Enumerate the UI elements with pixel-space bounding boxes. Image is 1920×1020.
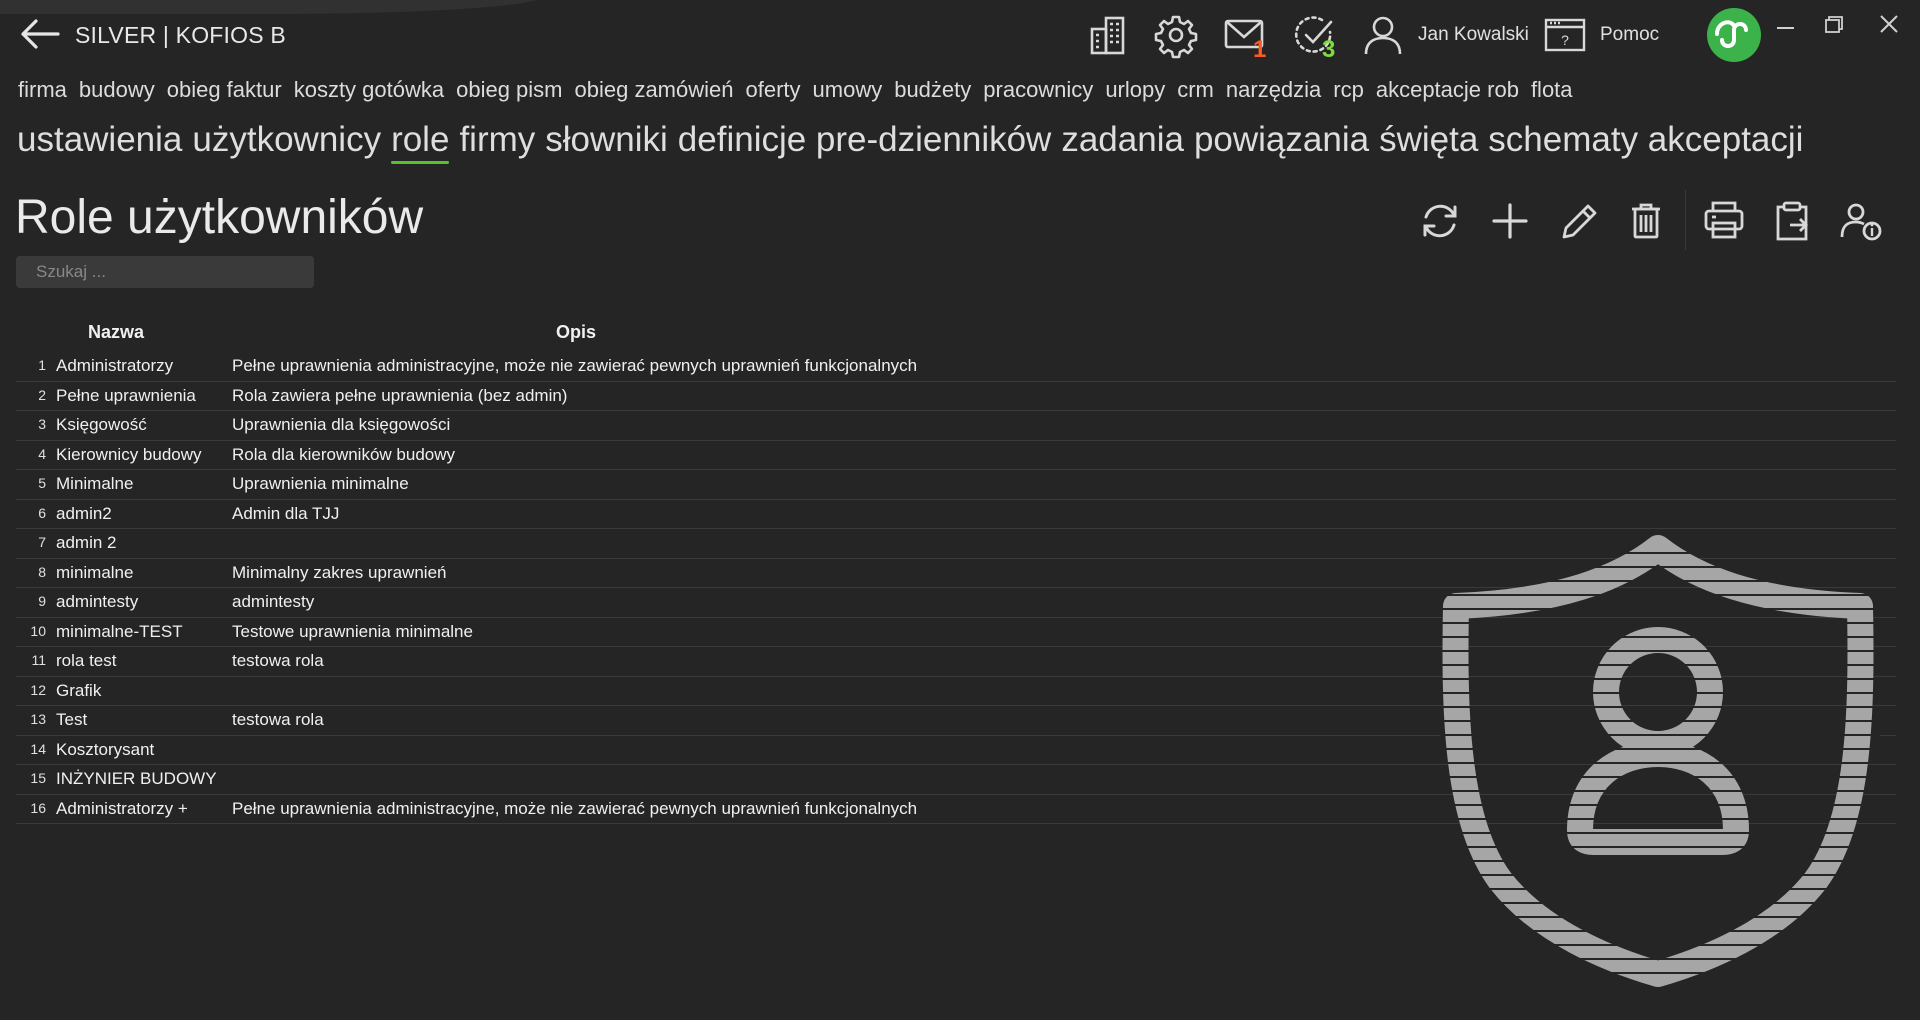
shield-user-icon [1440, 540, 1880, 980]
main-menu-item[interactable]: budżety [894, 77, 972, 102]
role-name: admin 2 [56, 533, 117, 552]
role-name: Pełne uprawnienia [56, 385, 196, 405]
sub-menu-item[interactable]: firmy [459, 120, 536, 159]
sub-menu-item[interactable]: użytkownicy [192, 120, 382, 159]
user-info-icon[interactable] [1836, 193, 1888, 249]
main-menu-item[interactable]: urlopy [1105, 77, 1166, 102]
minimize-icon[interactable] [1767, 10, 1803, 40]
sub-menu-item[interactable]: słowniki [545, 120, 668, 159]
row-number: 10 [30, 622, 46, 639]
tasks-count-badge: 3 [1322, 36, 1336, 63]
table-row[interactable] [16, 441, 1896, 471]
building-icon[interactable] [1085, 12, 1131, 58]
role-description: Rola zawiera pełne uprawnienia (bez admin) [232, 385, 568, 405]
role-name: Kierownicy budowy [56, 444, 202, 464]
row-number: 8 [38, 563, 46, 580]
main-menu-item[interactable]: obieg zamówień [574, 77, 734, 102]
role-name: Administratorzy [56, 356, 174, 375]
help-link[interactable]: Pomoc [1600, 24, 1660, 45]
role-description: Rola dla kierowników budowy [232, 444, 456, 464]
main-menu-item[interactable]: rcp [1333, 77, 1364, 102]
edit-pencil-icon[interactable] [1552, 193, 1604, 249]
main-menu-item[interactable]: akceptacje rob [1375, 77, 1519, 102]
add-icon[interactable] [1484, 193, 1536, 249]
role-name: Test [56, 710, 88, 729]
table-row[interactable] [16, 411, 1896, 441]
role-description: Pełne uprawnienia administracyjne, może nie zawierać pewnych uprawnień funkcjonalnych [232, 356, 918, 375]
title-bar [0, 0, 1920, 70]
role-description: Admin dla TJJ [232, 503, 340, 523]
role-name: rola test [56, 651, 117, 670]
mail-unread-badge: 1 [1253, 36, 1267, 63]
row-number: 1 [38, 357, 46, 373]
row-number: 6 [38, 504, 46, 521]
role-description: Uprawnienia minimalne [232, 474, 409, 493]
role-description: admintesty [232, 592, 315, 611]
role-name: Kosztorysant [56, 739, 155, 759]
row-number: 11 [31, 652, 46, 668]
role-description: Uprawnienia dla księgowości [232, 415, 451, 434]
trash-icon[interactable] [1620, 193, 1672, 249]
role-description: Minimalny zakres uprawnień [232, 562, 447, 582]
toolbar-divider [1685, 190, 1686, 250]
role-description: Pełne uprawnienia administracyjne, może nie zawierać pewnych uprawnień funkcjonalnych [232, 798, 918, 818]
role-name: Księgowość [56, 415, 147, 434]
sub-menu-item[interactable]: definicje pre-dzienników [677, 120, 1052, 159]
clipboard-export-icon[interactable] [1766, 193, 1818, 249]
role-name: Minimalne [56, 474, 134, 493]
main-menu-item[interactable]: budowy [78, 77, 155, 102]
role-name: INŻYNIER BUDOWY [56, 769, 217, 788]
main-menu-item[interactable]: koszty gotówka [293, 77, 445, 102]
app-logo [1707, 8, 1761, 62]
main-menu-item[interactable]: narzędzia [1225, 77, 1322, 102]
sub-menu-item[interactable]: powiązania [1193, 120, 1370, 159]
main-menu-item[interactable]: crm [1177, 77, 1214, 102]
help-window-icon[interactable] [1542, 12, 1588, 58]
main-menu-item[interactable]: firma [18, 77, 67, 102]
role-name: minimalne-TEST [56, 621, 183, 641]
role-name: Grafik [56, 680, 102, 700]
column-header-name[interactable]: Nazwa [88, 322, 145, 342]
refresh-icon[interactable] [1414, 193, 1466, 249]
user-icon[interactable] [1360, 12, 1406, 58]
role-name: admin2 [56, 503, 112, 523]
main-menu-item[interactable]: obieg faktur [166, 77, 282, 102]
main-menu-item[interactable]: flota [1530, 77, 1573, 102]
sub-menu-item[interactable]: zadania [1061, 120, 1184, 159]
table-row[interactable] [16, 352, 1896, 382]
role-name: Administratorzy + [56, 798, 188, 818]
row-number: 3 [38, 416, 46, 432]
sub-menu-item[interactable]: schematy akceptacji [1488, 120, 1804, 159]
role-name: admintesty [56, 592, 139, 611]
app-title: SILVER | KOFIOS B [75, 22, 286, 48]
main-menu-item[interactable]: obieg pism [456, 77, 563, 102]
user-name[interactable]: Jan Kowalski [1418, 24, 1529, 45]
row-number: 12 [30, 681, 46, 698]
table-row[interactable] [16, 382, 1896, 412]
page-title: Role użytkowników [15, 191, 424, 244]
main-menu-item[interactable]: pracownicy [983, 77, 1094, 102]
sub-menu [17, 120, 1804, 168]
close-icon[interactable] [1871, 10, 1907, 40]
row-number: 15 [30, 770, 46, 786]
search-input[interactable] [16, 256, 314, 288]
main-menu [18, 77, 1618, 107]
sub-menu-item[interactable]: święta [1379, 120, 1479, 159]
row-number: 7 [38, 534, 46, 550]
role-name: minimalne [56, 562, 134, 582]
row-number: 2 [38, 386, 46, 403]
row-number: 9 [38, 593, 46, 609]
row-number: 13 [30, 711, 46, 727]
sub-menu-item[interactable]: role [391, 120, 450, 159]
table-header [16, 312, 1896, 352]
table-row[interactable] [16, 500, 1896, 530]
row-number: 14 [30, 740, 46, 757]
restore-icon[interactable] [1816, 10, 1852, 40]
role-description: Testowe uprawnienia minimalne [232, 621, 473, 641]
column-header-description[interactable]: Opis [556, 322, 597, 342]
sub-menu-item[interactable]: ustawienia [17, 120, 183, 159]
print-icon[interactable] [1698, 193, 1750, 249]
title-bar-decoration [0, 0, 540, 14]
main-menu-item[interactable]: oferty [745, 77, 801, 102]
gear-icon[interactable] [1153, 12, 1199, 58]
back-arrow-icon[interactable] [18, 16, 62, 52]
row-number: 16 [30, 799, 46, 816]
role-description: testowa rola [232, 710, 324, 729]
row-number: 4 [38, 445, 46, 462]
svg-text:?: ? [1561, 32, 1569, 48]
main-menu-item[interactable]: umowy [812, 77, 883, 102]
table-row[interactable] [16, 470, 1896, 500]
row-number: 5 [38, 475, 46, 491]
role-description: testowa rola [232, 651, 324, 670]
